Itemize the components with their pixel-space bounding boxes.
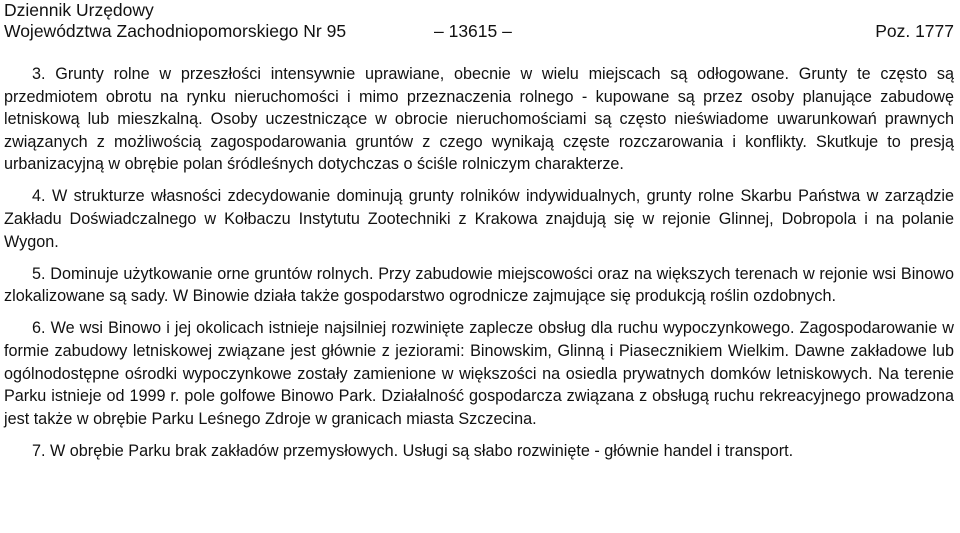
paragraph-text: Grunty rolne w przeszłości intensywnie uprawiane, obecnie w wielu miejscach są odłogowane. Grunty te często są przedmiotem obrotu na rynku nieruchomości i mimo przeznaczenia rolnego - kupowane są przez osoby planujące zabudowę letniskową lub mieszkalną. Osoby uczestniczące w obrocie nieruchomościami są często nieświadome uwarunkowań prawnych związanych z możliwością zagospodarowania gruntów z czego wynikają częste rozczarowania i konflikty. Skutkuje to presją urbanizacyjną w obrębie polan śródleśnych dotychczas o ściśle rolniczym charakterze. xyxy=(4,65,955,174)
paragraph-text: Dominuje użytkowanie orne gruntów rolnych. Przy zabudowie miejscowości oraz na większych terenach w rejonie wsi Binowo zlokalizowane są sady. W Binowie działa także gospodarstwo ogrodnicze zajmujące się produkcją roślin ozdobnych. xyxy=(4,264,954,306)
paragraph-number: 3. xyxy=(32,65,46,83)
page-number: – 13615 – xyxy=(434,21,512,41)
paragraph-number: 5. xyxy=(32,264,46,283)
header-line-1 xyxy=(4,0,954,21)
journal-title: Dziennik Urzędowy xyxy=(4,0,154,20)
document-body xyxy=(4,63,954,472)
paragraph-3 xyxy=(4,63,954,176)
paragraph-number: 6. xyxy=(32,319,46,338)
paragraph-text: We wsi Binowo i jej okolicach istnieje najsilniej rozwinięte zaplecze obsług dla ruchu wypoczynkowego. Zagospodarowanie w formie zabudowy letniskowej związane jest głównie z jeziorami: Binowskim, Glinną i Piasecznikiem Wielkim. Dawne zakładowe lub ogólnodostępne ośrodki wypoczynkowe zostały zamienione w większości na osiedla prywatnych domków letniskowych. Na terenie Parku istnieje od 1999 r. pole golfowe Binowo Park. Działalność gospodarcza związana z obsługą ruchu rekreacyjnego prowadzona jest także w obrębie Parku Leśnego Zdroje w granicach miasta Szczecina. xyxy=(4,319,954,428)
header-line-2 xyxy=(4,21,954,42)
page-header xyxy=(4,0,954,42)
paragraph-text: W obrębie Parku brak zakładów przemysłowych. Usługi są słabo rozwinięte - głównie handel i transport. xyxy=(50,441,794,460)
paragraph-number: 4. xyxy=(32,187,46,206)
voivodeship-issue: Województwa Zachodniopomorskiego Nr 95 xyxy=(4,21,347,41)
paragraph-text: W strukturze własności zdecydowanie dominują grunty rolników indywidualnych, grunty rolne Skarbu Państwa w zarządzie Zakładu Doświadczalnego w Kołbaczu Instytutu Zootechniki z Krakowa znajdują się w rejonie Glinnej, Dobropola i na polanie Wygon. xyxy=(4,187,955,251)
paragraph-4 xyxy=(4,185,954,253)
paragraph-5 xyxy=(4,263,954,308)
paragraph-6 xyxy=(4,317,954,430)
paragraph-number: 7. xyxy=(32,441,46,460)
position-number: Poz. 1777 xyxy=(875,21,954,41)
paragraph-7 xyxy=(4,440,954,463)
